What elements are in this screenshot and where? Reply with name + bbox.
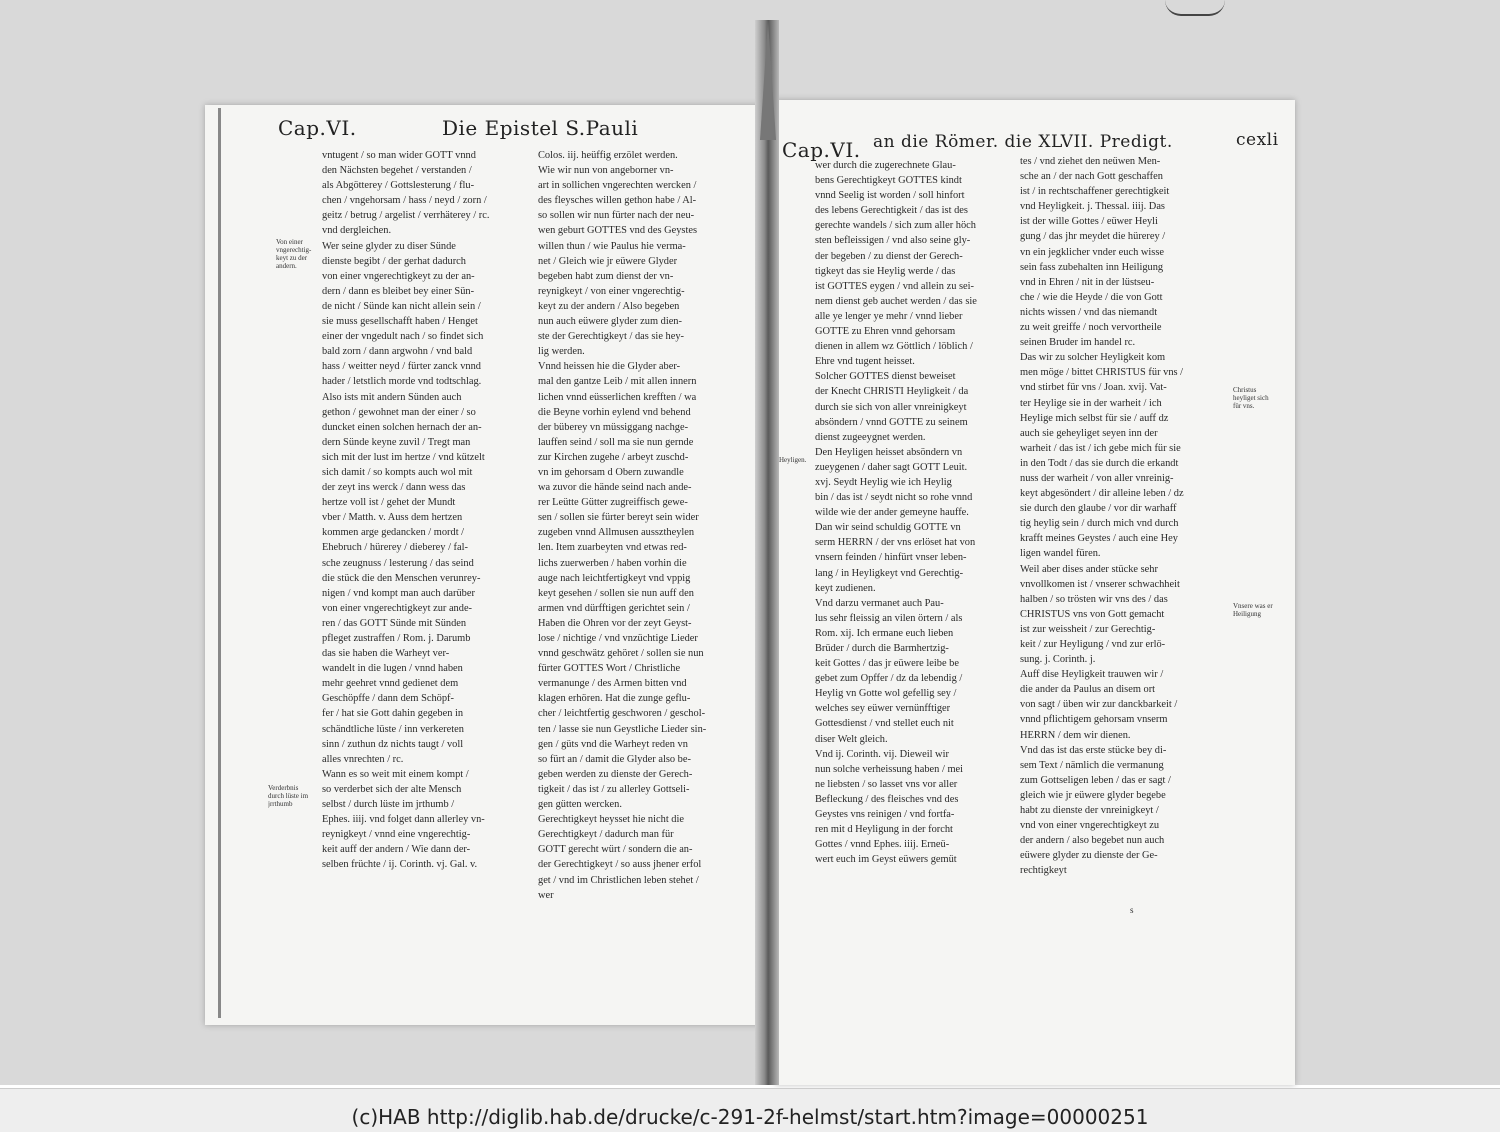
text-line: ist zur weissheit / zur Gerechtig- — [1020, 623, 1156, 635]
text-line: hass / weitter neyd / fürter zanck vnnd — [322, 361, 481, 373]
text-line: vntugent / so man wider GOTT vnnd — [322, 150, 476, 161]
text-line: mehr geehret vnnd gedienet dem — [322, 678, 459, 690]
text-line: serm HERRN / der vns erlöset hat von — [815, 537, 976, 549]
text-line: des fleysches willen gethon habe / Al- — [538, 195, 697, 207]
text-line: fürter GOTTES Wort / Christliche — [538, 663, 681, 675]
text-line: zueygenen / daher sagt GOTT Leuit. — [815, 461, 968, 473]
text-line: rechtigkeyt — [1020, 865, 1067, 877]
text-line: vnnd geschwätz gehöret / sollen sie nun — [538, 648, 704, 660]
text-line: Den Heyligen heisset absöndern vn — [815, 446, 963, 458]
text-line: Gottes / vnnd Ephes. iiij. Erneü- — [815, 839, 950, 851]
text-line: ist GOTTES eygen / vnd allein zu sei- — [815, 280, 975, 292]
text-line: vn ein jegklicher vnder euch wisse — [1020, 246, 1164, 258]
text-line: des lebens Gerechtigkeit / das ist des — [815, 205, 968, 217]
text-line: keit Gottes / das jr eüwere leibe be — [815, 658, 959, 670]
text-line: Haben die Ohren vor der zeyt Geyst- — [538, 617, 692, 629]
text-line: sich mit der lust im hertze / vnd kützelt — [322, 451, 485, 463]
text-line: rer Leütte Gütter zugreiffisch gewe- — [538, 497, 688, 509]
text-line: wer durch die zugerechnete Glau- — [815, 160, 956, 171]
text-line: tes / vnd ziehet den neüwen Men- — [1020, 156, 1161, 167]
text-line: ren mit d Heyligung in der forcht — [815, 824, 953, 836]
text-line: Gerechtigkeyt / dadurch man für — [538, 829, 674, 841]
text-line: selben früchte / ij. Corinth. vj. Gal. v. — [322, 859, 478, 871]
gutter-spike — [760, 20, 776, 140]
text-line: keyt gesehen / sollen sie nun auff den — [538, 587, 694, 599]
text-line: gerechte wandels / sich zum aller höch — [815, 220, 976, 232]
text-line: vnd von einer vngerechtigkeyt zu — [1020, 820, 1160, 832]
text-line: auch sie geheyliget seyen inn der — [1020, 427, 1158, 439]
text-line: die stück die den Menschen verunrey- — [322, 572, 481, 584]
text-line: dienste begibt / der gerhat dadurch — [322, 255, 466, 267]
text-line: lauffen seind / soll ma sie nun gernde — [538, 436, 694, 448]
text-line: de nicht / Sünde kan nicht allein sein / — [322, 300, 481, 312]
text-line: zum Gottseligen leben / das er sagt / — [1020, 774, 1171, 786]
text-line: Also ists mit andern Sünden auch — [322, 391, 462, 403]
text-line: der begeben / zu dienst der Gerech- — [815, 250, 963, 262]
text-line: diser Welt gleich. — [815, 733, 888, 745]
text-line: Dan wir seind schuldig GOTTE vn — [815, 522, 961, 534]
text-line: lichs zuerwerben / haben vorhin die — [538, 557, 687, 569]
text-line: seinen Bruder im handel rc. — [1020, 337, 1136, 349]
text-line: Vnd das ist das erste stücke bey di- — [1020, 744, 1167, 756]
text-line: tigkeit / das ist / zu allerley Gottseli- — [538, 783, 690, 795]
text-line: Brüder / durch die Barmhertzig- — [815, 643, 949, 654]
left-header-chapter: Cap.VI. — [278, 116, 357, 140]
text-line: nichts wissen / vnd das niemandt — [1020, 306, 1158, 318]
text-line: wert euch im Geyst eüwers gemüt — [815, 854, 957, 866]
text-line: lig werden. — [538, 346, 585, 358]
text-line: zugeben vnnd Allmusen aussztheylen — [538, 527, 695, 539]
text-line: men möge / bittet CHRISTUS für vns / — [1020, 367, 1184, 379]
text-line: Vnd ij. Corinth. vij. Dieweil wir — [815, 748, 949, 760]
text-line: dern Sünde keyne zuvil / Tregt man — [322, 436, 471, 448]
text-line: ter Heylige sie in der warheit / ich — [1020, 397, 1162, 409]
text-line: Geschöpffe / dann dem Schöpf- — [322, 693, 454, 705]
text-line: sten befleissigen / vnd also seine gly- — [815, 235, 971, 247]
text-line: Auff dise Heyligkeit trauwen wir / — [1020, 669, 1164, 681]
text-line: wandelt in die lugen / vnnd haben — [322, 663, 463, 675]
text-line: nun solche verheissung haben / mei — [815, 763, 964, 775]
text-line: vnnd pflichtigem gehorsam vnserm — [1020, 714, 1168, 726]
text-line: in den Todt / das sie durch die erkandt — [1020, 457, 1179, 469]
text-line: ten / lasse sie nun Geystliche Lieder sin- — [538, 723, 707, 735]
text-line: tigkeyt das sie Heylig werde / das — [815, 265, 956, 277]
text-line: vnvollkomen ist / vnserer schwachheit — [1020, 578, 1180, 590]
text-line: dern / dann es bleibet bey einer Sün- — [322, 285, 475, 297]
right-column-1 — [815, 158, 1019, 918]
text-line: reynigkeyt / vnnd eine vngerechtig- — [322, 829, 471, 841]
text-line: habt zu dienste der vnreinigkeyt / — [1020, 805, 1159, 817]
text-line: che / wie die Heyde / die von Gott — [1020, 291, 1163, 303]
text-line: ne liebsten / so lasset vns vor aller — [815, 778, 958, 790]
text-line: lose / nichtige / vnd vnzüchtige Lieder — [538, 633, 698, 644]
text-line: fer / hat sie Gott dahin gegeben in — [322, 708, 464, 720]
text-line: sie muss gesellschafft haben / Henget — [322, 316, 478, 328]
text-line: auge nach leichtfertigkeyt vnd vppig — [538, 572, 691, 584]
text-line: den Nächsten begehet / verstanden / — [322, 165, 472, 177]
text-line: alles vnrechten / rc. — [322, 753, 404, 765]
text-line: wer — [538, 889, 554, 901]
text-line: bald zorn / dann argwohn / vnd bald — [322, 346, 473, 358]
text-line: duncket einen solchen hernach der an- — [322, 421, 482, 433]
text-line: Colos. iij. heüffig erzölet werden. — [538, 150, 678, 161]
text-line: Vnnd heissen hie die Glyder aber- — [538, 361, 681, 373]
text-line: geitz / betrug / argelist / verrhäterey / rc. — [322, 210, 490, 222]
right-margin-note-2: Heyligen. — [779, 456, 807, 464]
text-line: wilde wie der ander gemeyne hauffe. — [815, 507, 969, 519]
left-page-edge — [218, 108, 221, 1018]
text-line: keyt abgesöndert / dir alleine leben / dz — [1020, 488, 1184, 500]
left-column-1 — [322, 148, 532, 908]
text-line: Weil aber dises ander stücke sehr — [1020, 563, 1158, 575]
text-line: HERRN / dem wir dienen. — [1020, 729, 1131, 741]
footer-credit: (c)HAB http://diglib.hab.de/drucke/c-291-2f-helmst/start.htm?image=00000251 — [0, 1088, 1500, 1132]
text-line: vnnd Seelig ist worden / soll hinfort — [815, 190, 965, 202]
text-line: Befleckung / des fleisches vnd des — [815, 793, 959, 805]
text-line: sich damit / so kompts auch wol mit — [322, 466, 473, 478]
text-line: vnd dergleichen. — [322, 225, 392, 237]
text-line: vnd in Ehren / nit in der lüstseu- — [1020, 276, 1155, 288]
text-line: net / Gleich wie jr eüwere Glyder — [538, 255, 678, 267]
text-line: dienst zugeeygnet werden. — [815, 431, 926, 443]
right-column-2 — [1020, 154, 1230, 924]
text-line: ligen wandel füren. — [1020, 548, 1101, 560]
corner-ornament — [1165, 0, 1225, 16]
text-line: sen / sollen sie fürter bereyt sein wider — [538, 512, 699, 524]
text-line: chen / vngehorsam / hass / neyd / zorn / — [322, 195, 487, 207]
text-line: der büberey vn müssiggang nachge- — [538, 421, 689, 433]
text-line: eüwere glyder zu dienste der Ge- — [1020, 850, 1158, 862]
left-column-2 — [538, 148, 744, 918]
text-line: durch sie sich von aller vnreinigkeyt — [815, 401, 967, 413]
text-line: die ander da Paulus an disem ort — [1020, 684, 1156, 696]
text-line: hader / letstlich morde vnd todtschlag. — [322, 376, 482, 388]
text-line: von einer vngerechtigkeyt zur ande- — [322, 602, 473, 614]
text-line: sie durch den glaube / vor dir warhaff — [1020, 503, 1177, 515]
text-line: vnd stirbet für vns / Joan. xvij. Vat- — [1020, 382, 1167, 394]
text-line: lang / in Heyligkeyt vnd Gerechtig- — [815, 567, 964, 579]
text-line: Wann es so weit mit einem kompt / — [322, 768, 469, 780]
text-line: mal den gantze Leib / mit allen innern — [538, 376, 697, 388]
text-line: gen / güts vnd die Warheyt reden vn — [538, 738, 688, 750]
text-line: keit / zur Heyligung / vnd zur erlö- — [1020, 639, 1166, 650]
text-line: die Beyne vorhin eylend vnd behend — [538, 406, 691, 418]
text-line: tig heylig sein / durch mich vnd durch — [1020, 518, 1179, 530]
text-line: warheit / das ist / ich gebe mich für sie — [1020, 442, 1181, 454]
text-line: bin / das ist / seydt nicht so rohe vnnd — [815, 492, 973, 504]
text-line: ist / in rechtschaffener gerechtigkeit — [1020, 186, 1170, 198]
text-line: Gottesdienst / vnd stellet euch nit — [815, 718, 954, 730]
text-line: art in sollichen vngerechten wercken / — [538, 180, 697, 192]
text-line: vn im gehorsam d Obern zuwandle — [538, 466, 684, 478]
text-line: sung. j. Corinth. j. — [1020, 654, 1096, 666]
signature-mark: s — [1130, 906, 1134, 914]
text-line: reynigkeyt / von einer vngerechtig- — [538, 285, 685, 297]
text-line: CHRISTUS vns von Gott gemacht — [1020, 608, 1165, 620]
text-line: armen vnd dürfftigen gerichtet sein / — [538, 602, 690, 614]
text-line: von sagt / üben wir zur danckbarkeit / — [1020, 699, 1178, 711]
text-line: absöndern / vnnd GOTTE zu seinem — [815, 416, 968, 428]
text-line: GOTTE zu Ehren vnnd gehorsam — [815, 326, 956, 338]
text-line: einer der vngedult nach / so findet sich — [322, 331, 484, 343]
text-line: xvj. Seydt Heylig wie ich Heylig — [815, 476, 952, 488]
left-margin-note-1: Von einer vngerechtig-keyt zu der andern. — [276, 238, 312, 270]
text-line: sche an / der nach Gott geschaffen — [1020, 171, 1163, 183]
text-line: keyt zudienen. — [815, 582, 876, 594]
text-line: sinn / zuthun dz nichts taugt / voll — [322, 738, 464, 750]
text-line: Geystes vns reinigen / vnd fortfa- — [815, 809, 955, 821]
text-line: Wie wir nun von angeborner vn- — [538, 165, 674, 177]
text-line: gleich wie jr eüwere glyder begebe — [1020, 789, 1166, 801]
text-line: sche zeugnuss / lesterung / das seind — [322, 557, 474, 569]
text-line: Ehre vnd tugent heisset. — [815, 356, 915, 368]
text-line: lichen vnnd eüsserlichen krefften / wa — [538, 391, 697, 403]
text-line: gung / das jhr meydet die hürerey / — [1020, 231, 1166, 243]
text-line: Solcher GOTTES dienst beweiset — [815, 371, 956, 383]
text-line: so verderbet sich der alte Mensch — [322, 783, 462, 795]
text-line: keit auff der andern / Wie dann der- — [322, 844, 471, 856]
text-line: lus sehr fleissig an vilen örtern / als — [815, 612, 963, 624]
book-gutter — [755, 20, 779, 1085]
text-line: keyt zu der andern / Also begeben — [538, 300, 680, 312]
text-line: hertze voll ist / gehet der Mundt — [322, 497, 456, 509]
text-line: als Abgötterey / Gottslesterung / flu- — [322, 180, 475, 192]
text-line: sein fass zubehalten inn Heiligung — [1020, 261, 1164, 273]
text-line: gebet zum Opffer / dz da lebendig / — [815, 673, 963, 685]
text-line: sem Text / nämlich die vermanung — [1020, 759, 1164, 771]
text-line: welches sey eüwer vernünfftiger — [815, 703, 951, 715]
text-line: Wer seine glyder zu diser Sünde — [322, 240, 456, 252]
text-line: GOTT gerecht würt / sondern die an- — [538, 844, 693, 856]
text-line: nem dienst geb auchet werden / das sie — [815, 295, 977, 307]
text-line: zu weit greiffe / noch vervortheile — [1020, 322, 1162, 334]
text-line: Gerechtigkeyt heysset hie nicht die — [538, 814, 684, 826]
right-folio: cexli — [1236, 130, 1279, 150]
text-line: nuss der warheit / von aller vnreinig- — [1020, 472, 1174, 484]
text-line: wen geburt GOTTES vnd des Geystes — [538, 225, 698, 237]
text-line: ste der Gerechtigkeyt / das sie hey- — [538, 331, 684, 343]
right-header-title: an die Römer. die XLVII. Predigt. — [873, 132, 1173, 152]
text-line: bens Gerechtigkeyt GOTTES kindt — [815, 175, 962, 187]
right-header-chapter: Cap.VI. — [782, 138, 861, 162]
text-line: zur Kirchen zugehe / arbeyt zuschd- — [538, 451, 689, 463]
text-line: der Gerechtigkeyt / so auss jhener erfol — [538, 859, 702, 871]
text-line: nun auch eüwere glyder zum dien- — [538, 316, 682, 328]
text-line: get / vnd im Christlichen leben stehet / — [538, 874, 699, 886]
text-line: Ephes. iiij. vnd folget dann allerley vn- — [322, 814, 485, 826]
text-line: so sollen wir nun fürter nach der neu- — [538, 210, 695, 222]
text-line: cher / leichtfertig geschworen / geschol- — [538, 708, 706, 720]
text-line: dienen in allem wz Göttlich / löblich / — [815, 341, 973, 353]
text-line: geben werden zu dienste der Gerech- — [538, 768, 693, 780]
right-margin-note-1: Christus heyliget sich für vns. — [1233, 386, 1269, 410]
text-line: der Knecht CHRISTI Heyligkeit / da — [815, 386, 969, 398]
text-line: wa zuvor die hände seind nach ande- — [538, 482, 692, 494]
text-line: ren / das GOTT Sünde mit Sünden — [322, 617, 467, 629]
text-line: vnd Heyligkeit. j. Thessal. iiij. Das — [1020, 201, 1165, 213]
text-line: Heylige mich selbst für sie / auff dz — [1020, 412, 1169, 424]
text-line: selbst / durch lüste im jrthumb / — [322, 799, 455, 811]
text-line: alle ye lenger ye mehr / vnnd lieber — [815, 310, 963, 322]
text-line: schändtliche lüste / inn verkereten — [322, 723, 464, 735]
text-line: vber / Matth. v. Auss dem hertzen — [322, 512, 463, 524]
left-header-title: Die Epistel S.Pauli — [442, 116, 639, 140]
text-line: kommen arge gedancken / mordt / — [322, 527, 465, 539]
text-line: Vnd darzu vermanet auch Pau- — [815, 597, 944, 609]
text-line: len. Item zuarbeyten vnd etwas red- — [538, 542, 687, 554]
right-margin-note-3: Vnsere was er Heiligung — [1233, 602, 1273, 618]
text-line: Ehebruch / hürerey / dieberey / fal- — [322, 542, 468, 554]
text-line: Das wir zu solcher Heyligkeit kom — [1020, 352, 1166, 364]
text-line: so fürt an / damit die Glyder also be- — [538, 753, 691, 765]
text-line: krafft meines Geystes / auch eine Hey — [1020, 533, 1178, 545]
text-line: der zeyt ins werck / dann wess das — [322, 482, 466, 494]
text-line: ist der wille Gottes / eüwer Heyli — [1020, 216, 1158, 228]
text-line: willen thun / wie Paulus hie verma- — [538, 240, 686, 252]
text-line: von einer vngerechtigkeyt zu der an- — [322, 270, 475, 282]
text-line: der andern / also begebet nun auch — [1020, 835, 1165, 847]
text-line: halben / so trösten wir vns des / das — [1020, 593, 1168, 605]
text-line: vnsern feinden / hinfürt vnser leben- — [815, 552, 967, 564]
text-line: Heylig vn Gotte wol gefellig sey / — [815, 688, 957, 700]
text-line: gen gütten wercken. — [538, 799, 622, 811]
text-line: vermanunge / des Armen bitten vnd — [538, 678, 687, 690]
text-line: klagen erhören. Hat die zunge geflu- — [538, 693, 691, 705]
text-line: das sie haben die Warheyt ver- — [322, 648, 450, 660]
text-line: gethon / gewohnet man der einer / so — [322, 406, 476, 418]
text-line: begeben habt zum dienst der vn- — [538, 270, 674, 282]
text-line: pfleget zustraffen / Rom. j. Darumb — [322, 633, 471, 644]
text-line: nigen / vnd kompt man auch darüber — [322, 587, 475, 599]
text-line: Rom. xij. Ich ermane euch lieben — [815, 627, 954, 639]
left-margin-note-2: Verderbnis durch lüste im jrrthumb — [268, 784, 309, 808]
